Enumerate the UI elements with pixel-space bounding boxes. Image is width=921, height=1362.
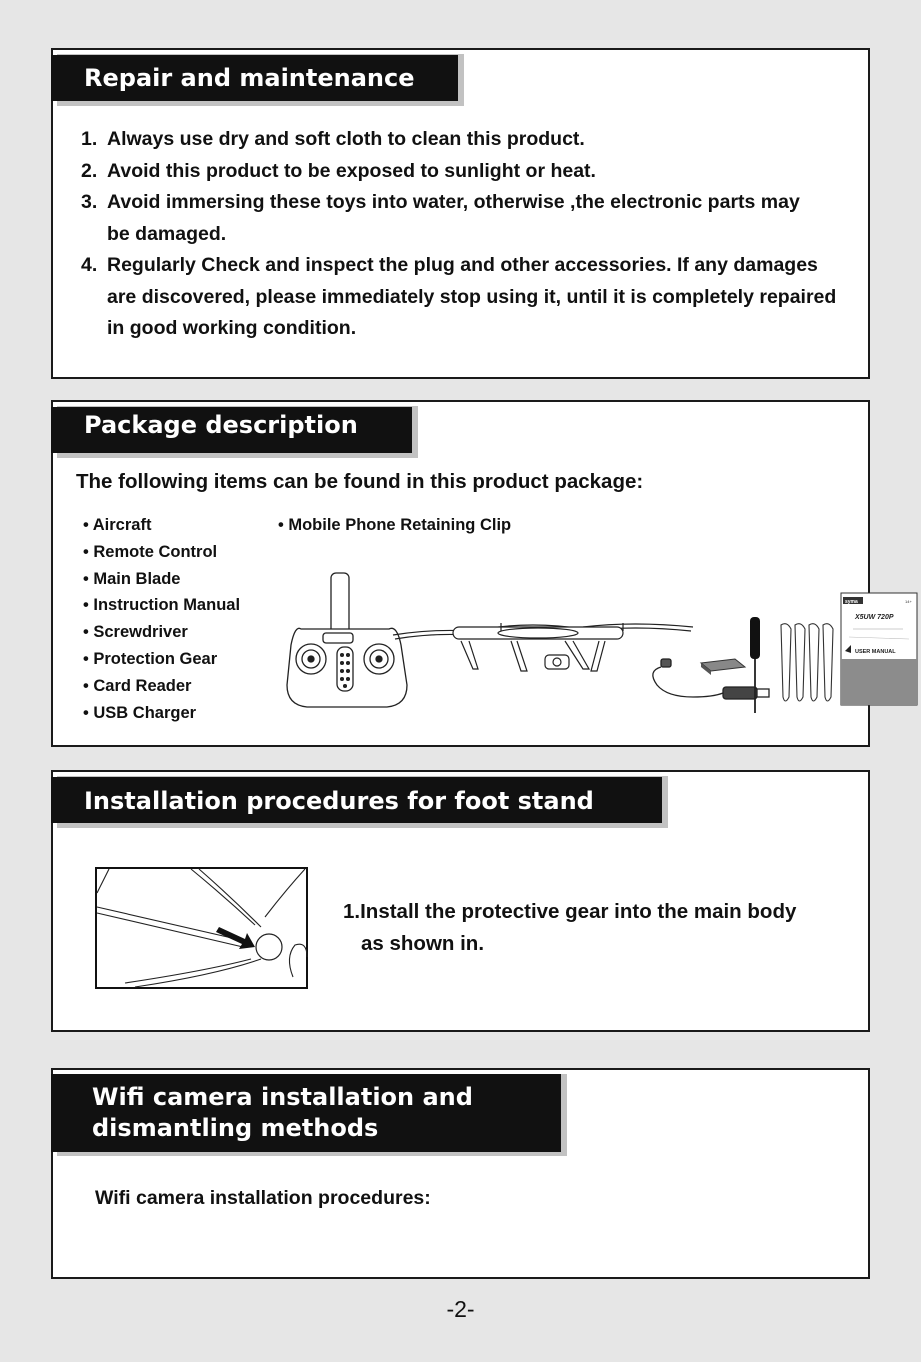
package-items-list-2 xyxy=(278,512,511,539)
repair-section xyxy=(51,48,870,379)
repair-title xyxy=(51,55,458,101)
item-number: 3. xyxy=(81,191,98,213)
manual-label: USER MANUAL xyxy=(855,649,896,655)
item-text: Avoid this product to be exposed to sunlight or heat. xyxy=(107,159,596,182)
item-text: Avoid immersing these toys into water, otherwise ,the electronic parts may be damaged. xyxy=(107,191,800,245)
package-section xyxy=(51,400,912,747)
install-section xyxy=(51,770,870,1032)
manual-age: 14+ xyxy=(905,599,912,604)
remote-control-icon xyxy=(287,573,407,707)
package-contents-illustration xyxy=(283,567,912,747)
list-item: • Protection Gear xyxy=(83,649,218,668)
list-item: • Mobile Phone Retaining Clip xyxy=(278,516,512,534)
list-item xyxy=(81,124,852,156)
package-intro: The following items can be found in this product package: xyxy=(76,470,644,493)
manual-model: X5UW 720P xyxy=(855,614,894,621)
aircraft-icon xyxy=(393,623,693,671)
manual-brand: syma xyxy=(845,599,858,605)
wifi-title-line-1: Wifi camera installation and xyxy=(92,1083,473,1111)
item-number: 2. xyxy=(81,159,98,182)
list-item: • Instruction Manual xyxy=(83,596,241,615)
list-item: • Main Blade xyxy=(83,569,181,588)
page-number: -2- xyxy=(446,1296,475,1322)
protective-gear-diagram xyxy=(95,867,308,989)
install-step-line-2: as shown in. xyxy=(361,932,485,955)
repair-list xyxy=(81,124,852,345)
item-number: 1. xyxy=(81,128,98,150)
item-text: Always use dry and soft cloth to clean this product. xyxy=(107,128,585,150)
list-item: • Card Reader xyxy=(83,676,192,695)
list-item xyxy=(81,187,807,250)
card-reader-icon xyxy=(701,659,745,675)
install-step-line-1: 1.Install the protective gear into the main body xyxy=(343,900,797,923)
install-title xyxy=(51,777,662,823)
item-number: 4. xyxy=(81,254,98,276)
main-blade-icon xyxy=(781,624,833,701)
instruction-manual-icon xyxy=(841,593,917,705)
list-item xyxy=(81,250,852,345)
repair-title-text: Repair and maintenance xyxy=(84,64,415,92)
package-title xyxy=(51,407,412,453)
wifi-title-line-2: dismantling methods xyxy=(92,1114,379,1142)
wifi-subtitle: Wifi camera installation procedures: xyxy=(95,1187,431,1209)
wifi-section xyxy=(51,1068,870,1279)
install-title-text: Installation procedures for foot stand xyxy=(84,787,594,815)
item-text: Regularly Check and inspect the plug and other accessories. If any damages are discovered, please immediately stop using it, until it is completely repaired in good working condition. xyxy=(107,254,837,339)
list-item: • Aircraft xyxy=(83,516,152,534)
list-item: • USB Charger xyxy=(83,703,197,722)
install-step xyxy=(343,896,796,960)
list-item xyxy=(81,156,852,188)
package-items-list xyxy=(83,512,240,726)
list-item: • Remote Control xyxy=(83,542,218,561)
package-title-text: Package description xyxy=(84,411,358,439)
list-item: • Screwdriver xyxy=(83,623,188,642)
wifi-title xyxy=(51,1074,561,1152)
